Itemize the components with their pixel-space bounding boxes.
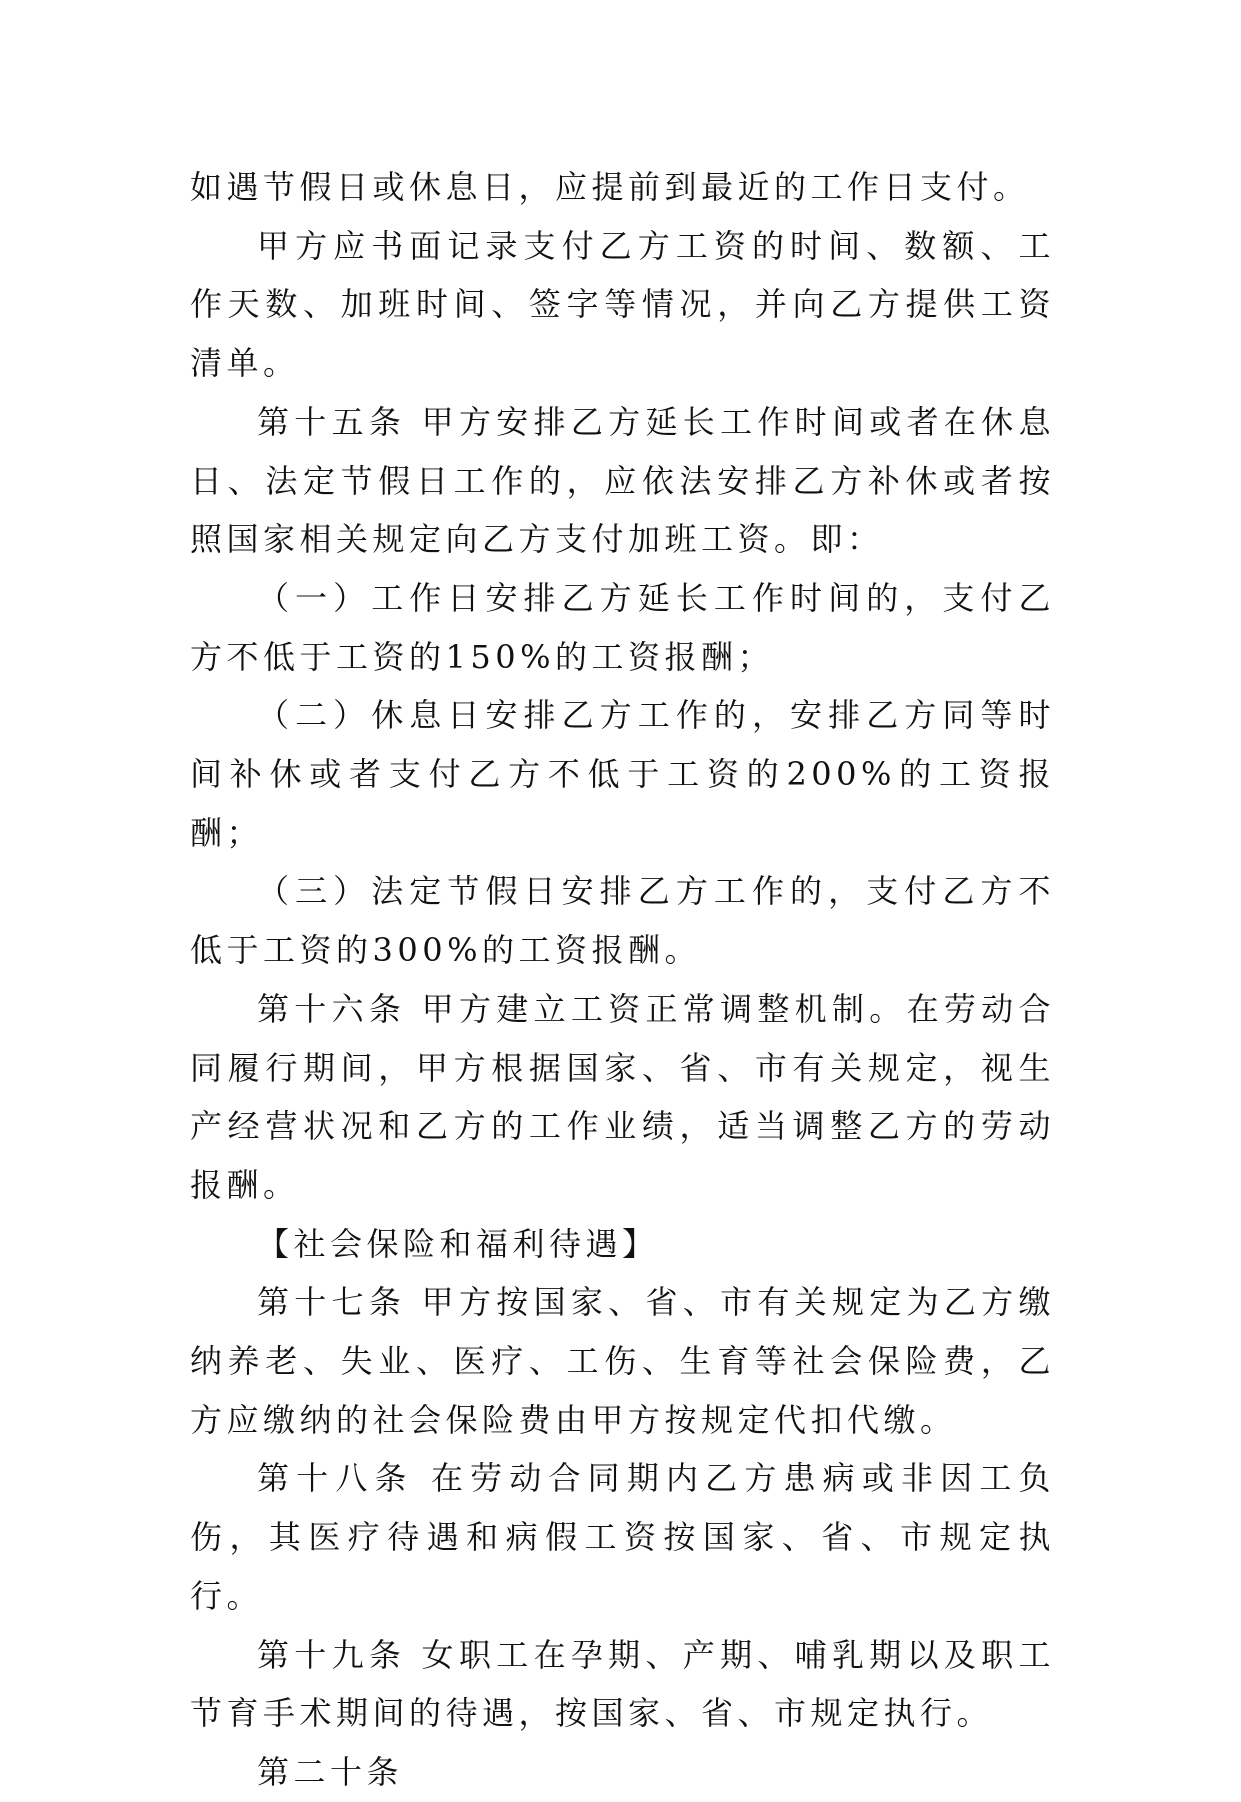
article-15-item-2: （二）休息日安排乙方工作的，安排乙方同等时间补休或者支付乙方不低于工资的200%的工资报酬；	[190, 696, 1055, 852]
article-19: 第十九条 女职工在孕期、产期、哺乳期以及职工节育手术期间的待遇，按国家、省、市规定执行。	[190, 1635, 1055, 1733]
section-heading-social-insurance: 【社会保险和福利待遇】	[257, 1224, 659, 1263]
article-15: 第十五条 甲方安排乙方延长工作时间或者在休息日、法定节假日工作的，应依法安排乙方补休或者按照国家相关规定向乙方支付加班工资。即：	[190, 402, 1055, 559]
article-15-item-3: （三）法定节假日安排乙方工作的，支付乙方不低于工资的300%的工资报酬。	[190, 872, 1055, 970]
article-15-item-1: （一）工作日安排乙方延长工作时间的，支付乙方不低于工资的150%的工资报酬；	[190, 578, 1055, 676]
article-17: 第十七条 甲方按国家、省、市有关规定为乙方缴纳养老、失业、医疗、工伤、生育等社会保险费，乙方应缴纳的社会保险费由甲方按规定代扣代缴。	[190, 1283, 1055, 1439]
paragraph-continuation: 如遇节假日或休息日，应提前到最近的工作日支付。	[190, 168, 1030, 206]
document-body	[190, 158, 1055, 1802]
paragraph-wage-records: 甲方应书面记录支付乙方工资的时间、数额、工作天数、加班时间、签字等情况，并向乙方提供工资清单。	[190, 226, 1055, 383]
article-16: 第十六条 甲方建立工资正常调整机制。在劳动合同履行期间，甲方根据国家、省、市有关规定，视生产经营状况和乙方的工作业绩，适当调整乙方的劳动报酬。	[190, 989, 1055, 1204]
article-18: 第十八条 在劳动合同期内乙方患病或非因工负伤，其医疗待遇和病假工资按国家、省、市规定执行。	[190, 1459, 1055, 1615]
article-20: 第二十条	[257, 1752, 404, 1791]
